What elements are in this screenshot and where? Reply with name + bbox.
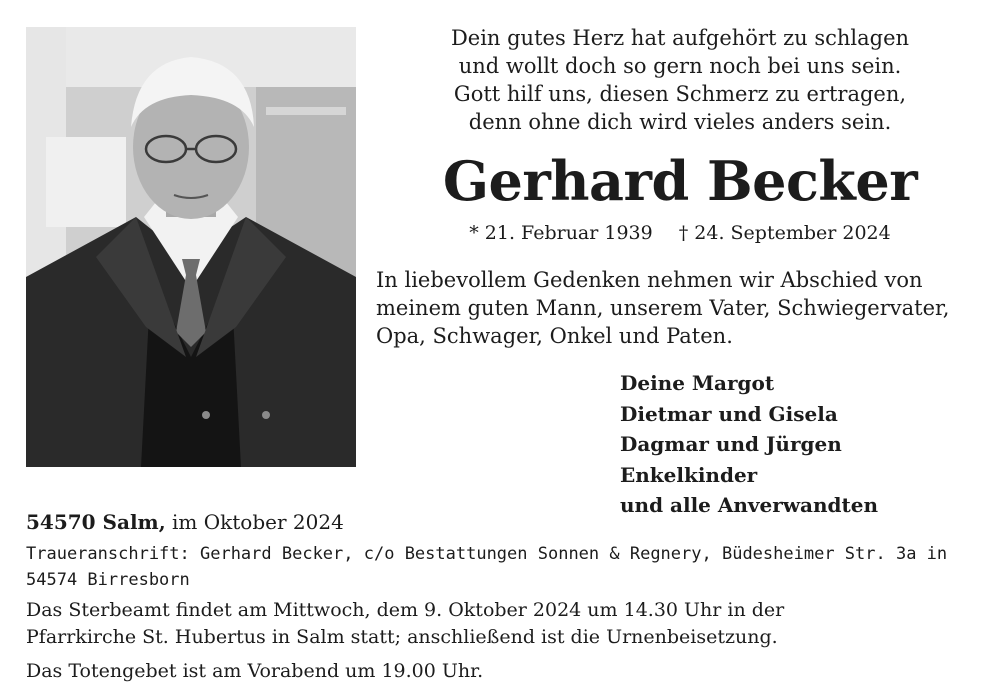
mourner-entry: Enkelkinder <box>620 462 758 487</box>
farewell-text <box>376 266 991 350</box>
prayer-info: Das Totengebet ist am Vorabend um 19.00 Uhr. <box>26 660 484 682</box>
address-line: 54574 Birresborn <box>26 570 190 590</box>
poem-line: Dein gutes Herz hat aufgehört zu schlagen <box>450 26 910 50</box>
mourner-entry: Dagmar und Jürgen <box>620 432 842 456</box>
place-date: im Oktober 2024 <box>172 510 344 534</box>
poem-line: denn ohne dich wird vieles anders sein. <box>468 110 892 134</box>
portrait-illustration <box>26 27 356 467</box>
mourner-entry: Dietmar und Gisela <box>620 401 838 426</box>
service-line: Das Sterbeamt findet am Mittwoch, dem 9. Oktober 2024 um 14.30 Uhr in der <box>26 599 785 621</box>
poem-line: Gott hilf uns, diesen Schmerz zu ertragen, <box>453 82 907 106</box>
funeral-service-info <box>26 597 986 651</box>
life-dates <box>380 220 980 246</box>
farewell-line: Opa, Schwager, Onkel und Paten. <box>376 324 733 348</box>
place-town: 54570 Salm, <box>26 510 166 534</box>
mourning-address <box>26 541 986 593</box>
service-line: Pfarrkirche St. Hubertus in Salm statt; anschließend ist die Urnenbeisetzung. <box>26 626 778 648</box>
farewell-line: meinem guten Mann, unserem Vater, Schwiegervater, <box>376 296 950 320</box>
deceased-name: Gerhard Becker <box>442 149 918 213</box>
place-and-date <box>26 508 344 536</box>
mourners-list <box>620 368 980 521</box>
memorial-poem <box>380 24 980 136</box>
mourner-entry: Deine Margot <box>620 371 775 395</box>
mourner-entry: und alle Anverwandten <box>620 493 879 517</box>
death-date: † 24. September 2024 <box>678 222 891 244</box>
farewell-line: In liebevollem Gedenken nehmen wir Abschied von <box>376 268 923 292</box>
poem-line: und wollt doch so gern noch bei uns sein. <box>458 54 902 78</box>
birth-date: * 21. Februar 1939 <box>469 222 653 244</box>
portrait-photo <box>26 27 356 467</box>
address-line: Traueranschrift: Gerhard Becker, c/o Bestattungen Sonnen & Regnery, Büdesheimer Str. 3a in <box>26 544 948 564</box>
